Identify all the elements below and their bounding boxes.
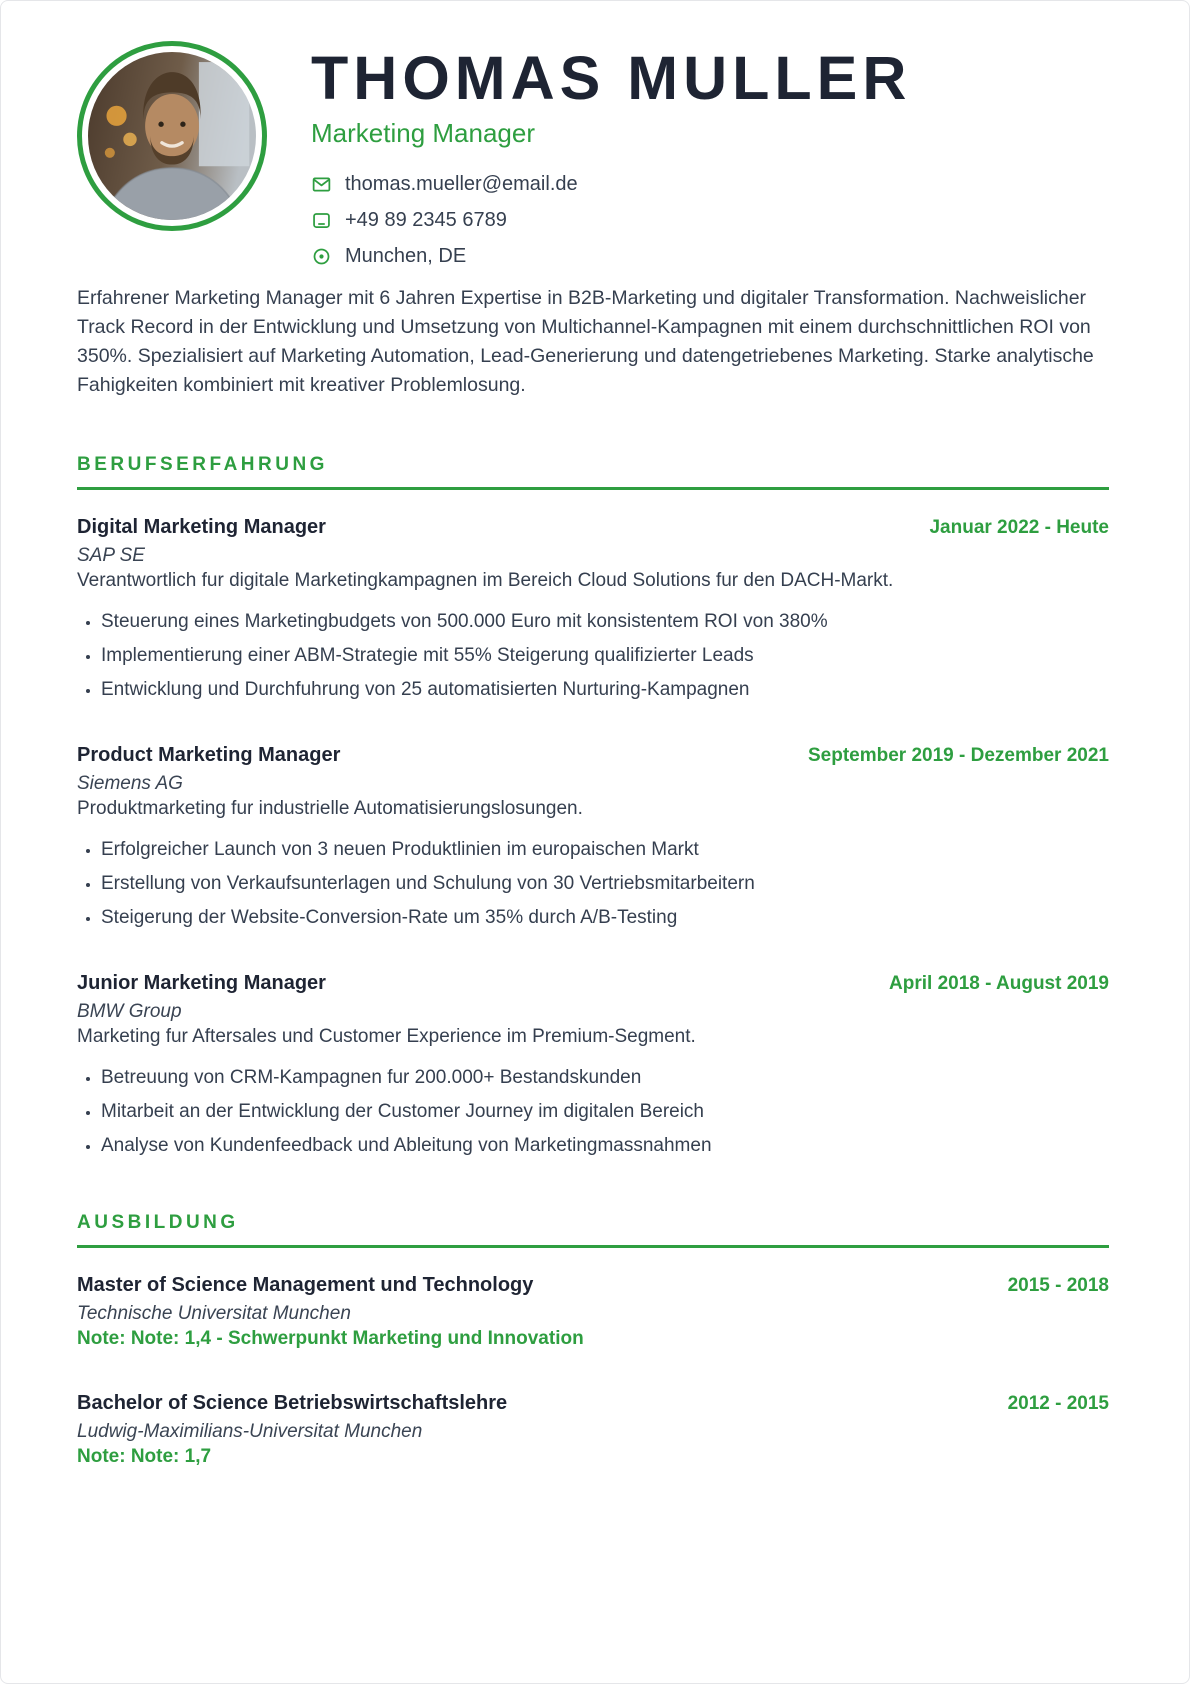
contact-phone-text: +49 89 2345 6789 [345,209,507,232]
contact-phone [311,209,1109,232]
job-title: Junior Marketing Manager [77,972,326,995]
education-section [77,1212,1109,1468]
job-bullet: • Erstellung von Verkaufsunterlagen und Schulung von 30 Vertriebsmitarbeitern [101,871,1109,897]
job-bullet: • Analyse von Kundenfeedback und Ableitung von Marketingmassnahmen [101,1133,1109,1159]
education-section-heading: AUSBILDUNG [77,1212,239,1234]
contact-location-text: Munchen, DE [345,245,467,268]
profile-photo [88,52,256,220]
education-note: Note: Note: 1,7 [77,1446,212,1468]
candidate-role: Marketing Manager [311,118,535,149]
resume-header [77,41,1109,268]
job-title: Product Marketing Manager [77,744,341,767]
job-bullet: • Mitarbeit an der Entwicklung der Customer Journey im digitalen Bereich [101,1099,1109,1125]
candidate-name: THOMAS MULLER [311,44,912,112]
education-date: 2015 - 2018 [1007,1275,1109,1297]
job-bullet-list [77,837,1109,930]
job-bullet: • Erfolgreicher Launch von 3 neuen Produktlinien im europaischen Markt [101,837,1109,863]
job-description: Marketing fur Aftersales und Customer Experience im Premium-Segment. [77,1026,696,1048]
job-company: BMW Group [77,1001,182,1023]
job-entry [77,744,1109,930]
phone-icon [311,210,332,231]
education-date: 2012 - 2015 [1007,1393,1109,1415]
job-date: April 2018 - August 2019 [889,973,1109,995]
contact-email [311,173,1109,196]
experience-section [77,454,1109,1158]
job-bullet: • Steuerung eines Marketingbudgets von 500.000 Euro mit konsistentem ROI von 380% [101,609,1109,635]
experience-section-rule [77,487,1109,490]
job-bullet: • Implementierung einer ABM-Strategie mit 55% Steigerung qualifizierter Leads [101,643,1109,669]
education-entry-head [77,1274,1109,1297]
profile-summary: Erfahrener Marketing Manager mit 6 Jahren Expertise in B2B-Marketing und digitaler Transformation. Nachweislicher Track Record in der Entwicklung und Umsetzung von Multichannel-Kampagnen mit einem durchschnittlichen ROI von 350%. Spezialisiert auf Marketing Automation, Lead-Generierung und datengetriebenes Marketing. Starke analytische Fahigkeiten kombiniert mit kreativer Problemlosung. [77,287,1094,397]
job-description: Produktmarketing fur industrielle Automatisierungslosungen. [77,798,583,820]
header-text [311,41,1109,268]
experience-section-heading: BERUFSERFAHRUNG [77,454,328,476]
education-note: Note: Note: 1,4 - Schwerpunkt Marketing und Innovation [77,1328,584,1350]
education-section-rule [77,1245,1109,1248]
job-bullet: • Betreuung von CRM-Kampagnen fur 200.000+ Bestandskunden [101,1065,1109,1091]
job-company: Siemens AG [77,773,183,795]
profile-photo-illustration [88,52,256,220]
job-bullet-list [77,1065,1109,1158]
job-bullet-list [77,609,1109,702]
profile-photo-ring [77,41,267,231]
contact-list [311,173,1109,268]
education-entry [77,1392,1109,1468]
education-entry-head [77,1392,1109,1415]
job-bullet: • Steigerung der Website-Conversion-Rate um 35% durch A/B-Testing [101,905,1109,931]
job-entry-head [77,972,1109,995]
degree-title: Master of Science Management und Technology [77,1274,534,1297]
contact-location [311,245,1109,268]
job-company: SAP SE [77,545,145,567]
school-name: Ludwig-Maximilians-Universitat Munchen [77,1421,423,1443]
job-entry-head [77,744,1109,767]
job-entry [77,516,1109,702]
job-entry [77,972,1109,1158]
contact-email-text: thomas.mueller@email.de [345,173,578,196]
job-title: Digital Marketing Manager [77,516,326,539]
degree-title: Bachelor of Science Betriebswirtschaftslehre [77,1392,508,1415]
email-icon [311,174,332,195]
job-bullet: • Entwicklung und Durchfuhrung von 25 automatisierten Nurturing-Kampagnen [101,677,1109,703]
job-date: September 2019 - Dezember 2021 [808,745,1109,767]
job-entry-head [77,516,1109,539]
job-date: Januar 2022 - Heute [929,517,1109,539]
school-name: Technische Universitat Munchen [77,1303,351,1325]
job-description: Verantwortlich fur digitale Marketingkampagnen im Bereich Cloud Solutions fur den DACH-Markt. [77,570,894,592]
education-entry [77,1274,1109,1350]
location-icon [311,246,332,267]
